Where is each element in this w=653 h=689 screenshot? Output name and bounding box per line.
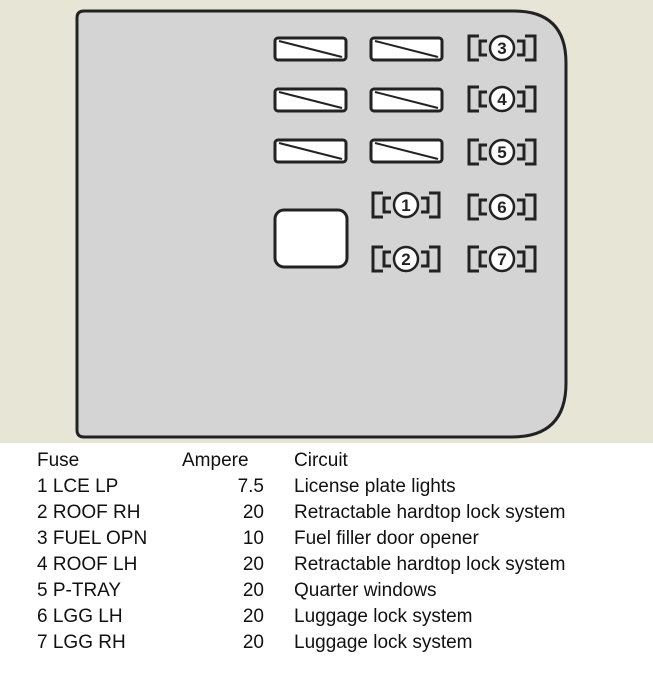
fuse-name: 3 FUEL OPN — [37, 528, 148, 549]
fuse-1 — [373, 193, 439, 217]
fuse-ampere: 10 — [242, 528, 264, 549]
header-circuit: Circuit — [294, 450, 348, 471]
fuse-name: 7 LGG RH — [37, 632, 126, 653]
header-ampere: Ampere — [182, 450, 249, 471]
unlabeled-slot-row2-col2 — [371, 89, 442, 111]
fuse-circuit: Retractable hardtop lock system — [294, 554, 566, 575]
fuse-name: 1 LCE LP — [37, 476, 119, 497]
fuse-ampere: 7.5 — [237, 476, 264, 497]
fuse-7 — [469, 247, 535, 271]
fuse-circuit: Luggage lock system — [294, 606, 473, 627]
fuse-ampere: 20 — [242, 632, 264, 653]
fuse-circuit: Fuel filler door opener — [294, 528, 479, 549]
fuse-circuit: Retractable hardtop lock system — [294, 502, 566, 523]
spare-slot — [275, 210, 347, 267]
unlabeled-slot-row3-col2 — [371, 140, 442, 162]
fuse-number-label: 1 — [401, 196, 411, 215]
fuse-table — [0, 448, 653, 656]
fuse-name: 6 LGG LH — [37, 606, 123, 627]
fuse-name: 5 P-TRAY — [37, 580, 122, 601]
fuse-circuit: Luggage lock system — [294, 632, 473, 653]
fuse-ampere: 20 — [242, 580, 264, 601]
table-row — [0, 604, 653, 630]
fuse-number-label: 4 — [497, 90, 507, 109]
unlabeled-slot-row3-col1 — [275, 140, 346, 162]
table-header-row — [0, 448, 653, 474]
fuse-4 — [469, 87, 535, 111]
table-row — [0, 474, 653, 500]
fuse-3 — [469, 36, 535, 60]
table-row — [0, 500, 653, 526]
fuse-name: 2 ROOF RH — [37, 502, 141, 523]
fuse-number-label: 7 — [497, 250, 507, 269]
fuse-2 — [373, 247, 439, 271]
fuse-number-label: 3 — [497, 39, 507, 58]
table-row — [0, 526, 653, 552]
fuse-ampere: 20 — [242, 554, 264, 575]
fuse-ampere: 20 — [242, 502, 264, 523]
fuse-circuit: Quarter windows — [294, 580, 437, 601]
table-row — [0, 630, 653, 656]
fuse-name: 4 ROOF LH — [37, 554, 138, 575]
header-fuse: Fuse — [37, 450, 80, 471]
fuse-6 — [469, 195, 535, 219]
table-row — [0, 552, 653, 578]
fuse-ampere: 20 — [242, 606, 264, 627]
unlabeled-slot-row1-col2 — [371, 38, 442, 60]
unlabeled-slot-row2-col1 — [275, 89, 346, 111]
fuse-5 — [469, 140, 535, 164]
unlabeled-slot-row1-col1 — [275, 38, 346, 60]
fuse-number-label: 5 — [497, 143, 507, 162]
fuse-circuit: License plate lights — [294, 476, 456, 497]
table-row — [0, 578, 653, 604]
fuse-number-label: 2 — [401, 250, 411, 269]
fuse-number-label: 6 — [497, 198, 507, 217]
